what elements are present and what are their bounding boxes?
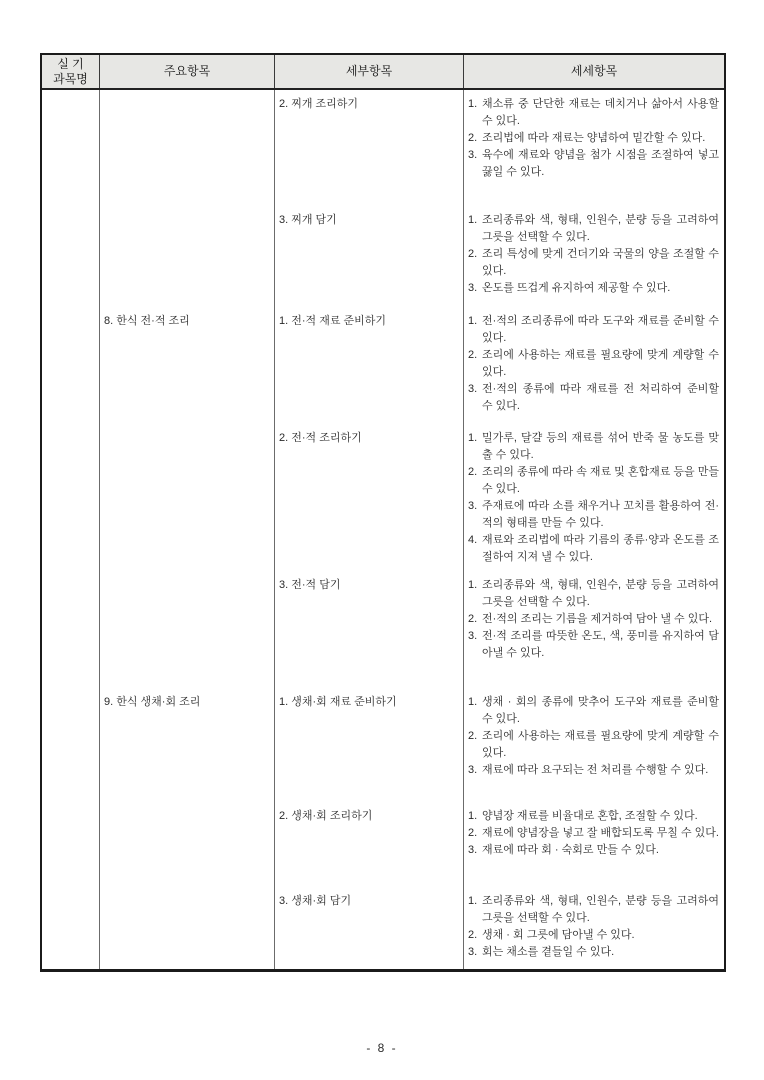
detail-number: 3. (468, 630, 478, 642)
detail-item (468, 532, 719, 566)
detail-number: 2. (468, 613, 478, 625)
detail-number: 2. (468, 466, 478, 478)
detail-item (468, 611, 719, 628)
detail-item (468, 130, 719, 147)
detail-item (468, 498, 719, 532)
detail-list (468, 694, 719, 779)
detail-item (468, 347, 719, 381)
header-cell-main-items: 주요항목 (100, 55, 275, 88)
detail-text: 조리에 사용하는 재료를 필요량에 맞게 계량할 수 있다. (482, 730, 719, 759)
detail-list (468, 96, 719, 181)
detail-item (468, 628, 719, 662)
header-subject-line1: 실 기 (57, 56, 84, 71)
sub-category-item: 1. 전·적 재료 준비하기 (279, 315, 387, 327)
detail-item (468, 96, 719, 130)
detail-number: 4. (468, 534, 478, 546)
detail-text: 양념장 재료를 비율대로 혼합, 조절할 수 있다. (482, 810, 698, 822)
main-category-item: 9. 한식 생채·회 조리 (104, 696, 201, 708)
sub-category-item: 2. 찌개 조리하기 (279, 98, 359, 110)
detail-item (468, 313, 719, 347)
detail-text: 재료에 양념장을 넣고 잘 배합되도록 무칠 수 있다. (482, 827, 719, 839)
detail-number: 1. (468, 432, 478, 444)
detail-item (468, 825, 719, 842)
sub-category-item: 2. 전·적 조리하기 (279, 432, 362, 444)
detail-number: 3. (468, 844, 478, 856)
detail-item (468, 927, 719, 944)
detail-item (468, 464, 719, 498)
detail-item (468, 212, 719, 246)
detail-number: 3. (468, 383, 478, 395)
page-number: - 8 - (366, 1041, 398, 1055)
detail-text: 조리종류와 색, 형태, 인원수, 분량 등을 고려하여 그릇을 선택할 수 있다. (482, 579, 719, 608)
detail-list (468, 430, 719, 566)
detail-number: 1. (468, 315, 478, 327)
detail-text: 회는 채소를 곁들일 수 있다. (482, 946, 615, 958)
detail-list (468, 212, 719, 297)
sub-category-item: 3. 전·적 담기 (279, 579, 341, 591)
detail-number: 2. (468, 132, 478, 144)
table-header-row (42, 55, 724, 90)
detail-list (468, 893, 719, 961)
sub-category-item: 2. 생채·회 조리하기 (279, 810, 373, 822)
detail-number: 1. (468, 810, 478, 822)
detail-item (468, 147, 719, 181)
header-cell-sub-items: 세부항목 (275, 55, 464, 88)
detail-number: 2. (468, 248, 478, 260)
detail-item (468, 842, 719, 859)
detail-text: 조리법에 따라 재료는 양념하여 밑간할 수 있다. (482, 132, 706, 144)
detail-number: 1. (468, 214, 478, 226)
detail-text: 조리의 종류에 따라 속 재료 및 혼합재료 등을 만들 수 있다. (482, 466, 719, 495)
detail-text: 밀가루, 달걀 등의 재료를 섞어 반죽 물 농도를 맞출 수 있다. (482, 432, 719, 461)
detail-number: 3. (468, 764, 478, 776)
sub-category-item: 3. 찌개 담기 (279, 214, 337, 226)
detail-number: 3. (468, 149, 478, 161)
detail-text: 조리종류와 색, 형태, 인원수, 분량 등을 고려하여 그릇을 선택할 수 있다. (482, 214, 719, 243)
header-cell-practical-subject (42, 55, 100, 88)
detail-number: 1. (468, 98, 478, 110)
header-subject-line2: 과목명 (53, 71, 88, 86)
sub-category-item: 3. 생채·회 담기 (279, 895, 352, 907)
detail-text: 조리에 사용하는 재료를 필요량에 맞게 계량할 수 있다. (482, 349, 719, 378)
detail-list (468, 577, 719, 662)
detail-item (468, 944, 719, 961)
detail-text: 주재료에 따라 소를 채우거나 꼬치를 활용하여 전·적의 형태를 만들 수 있다. (482, 500, 719, 529)
detail-number: 1. (468, 579, 478, 591)
detail-number: 3. (468, 500, 478, 512)
detail-text: 조리 특성에 맞게 건더기와 국물의 양을 조절할 수 있다. (482, 248, 719, 277)
detail-number: 3. (468, 946, 478, 958)
main-category-item: 8. 한식 전·적 조리 (104, 315, 190, 327)
detail-item (468, 893, 719, 927)
detail-list (468, 313, 719, 415)
detail-item (468, 577, 719, 611)
column-practical-subject (42, 90, 100, 969)
detail-number: 1. (468, 696, 478, 708)
detail-item (468, 762, 719, 779)
header-cell-detail-items: 세세항목 (570, 64, 618, 78)
detail-text: 생채 · 회 그릇에 담아낼 수 있다. (482, 929, 635, 941)
detail-number: 1. (468, 895, 478, 907)
detail-text: 조리종류와 색, 형태, 인원수, 분량 등을 고려하여 그릇을 선택할 수 있다. (482, 895, 719, 924)
detail-text: 전·적의 종류에 따라 재료를 전 처리하여 준비할 수 있다. (482, 383, 719, 412)
detail-text: 재료에 따라 요구되는 전 처리를 수행할 수 있다. (482, 764, 709, 776)
column-detail-items (464, 90, 724, 969)
detail-text: 생채 · 회의 종류에 맞추어 도구와 재료를 준비할 수 있다. (482, 696, 719, 725)
detail-text: 재료에 따라 회 · 숙회로 만들 수 있다. (482, 844, 659, 856)
detail-item (468, 728, 719, 762)
curriculum-table (40, 53, 726, 972)
detail-number: 2. (468, 349, 478, 361)
detail-text: 온도를 뜨겁게 유지하여 제공할 수 있다. (482, 282, 671, 294)
detail-item (468, 808, 719, 825)
detail-item (468, 381, 719, 415)
detail-item (468, 280, 719, 297)
detail-list (468, 808, 719, 859)
detail-number: 2. (468, 827, 478, 839)
detail-text: 전·적 조리를 따뜻한 온도, 색, 풍미를 유지하여 담아낼 수 있다. (482, 630, 719, 659)
detail-item (468, 246, 719, 280)
column-main-items (100, 90, 275, 969)
detail-text: 전·적의 조리종류에 따라 도구와 재료를 준비할 수 있다. (482, 315, 719, 344)
sub-category-item: 1. 생채·회 재료 준비하기 (279, 696, 397, 708)
detail-text: 전·적의 조리는 기름을 제거하여 담아 낼 수 있다. (482, 613, 713, 625)
detail-text: 재료와 조리법에 따라 기름의 종류·양과 온도를 조절하여 지져 낼 수 있다. (482, 534, 719, 563)
detail-number: 2. (468, 730, 478, 742)
detail-item (468, 694, 719, 728)
column-sub-items (275, 90, 464, 969)
detail-text: 채소류 중 단단한 재료는 데치거나 삶아서 사용할 수 있다. (482, 98, 719, 127)
detail-number: 2. (468, 929, 478, 941)
detail-text: 육수에 재료와 양념을 첨가 시점을 조절하여 넣고 끓일 수 있다. (482, 149, 719, 178)
detail-item (468, 430, 719, 464)
table-body (42, 90, 724, 969)
detail-number: 3. (468, 282, 478, 294)
